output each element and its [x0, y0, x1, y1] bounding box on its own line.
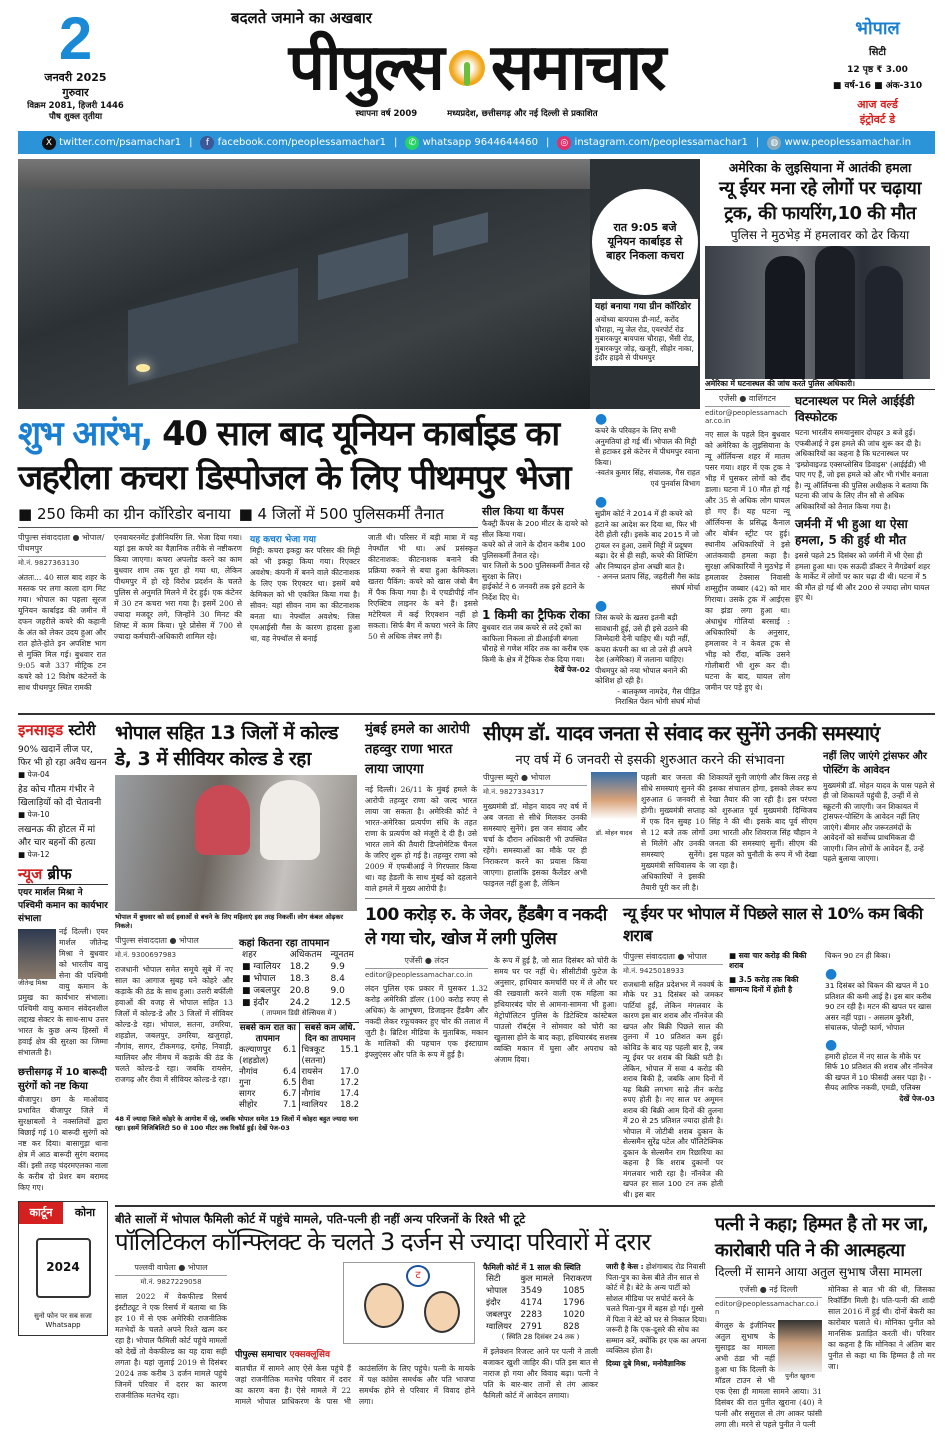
social-website[interactable]: ◍ www.peoplessamachar.in — [767, 136, 911, 150]
cm-side-title: नहीं लिए जाएंगे ट्रांसफर और पोस्टिंग के आवेदन — [823, 750, 927, 776]
political-byline: पल्लवी वाघेला ● भोपाल — [115, 1262, 227, 1276]
theft-headline: 100 करोड़ रु. के जेवर, हैंडबैग व नकदी ले गया चोर, खोज में लगी पुलिस — [365, 904, 607, 949]
globe-icon: ◍ — [767, 136, 781, 150]
us-byline: एजेंसी ● वाशिंगटन — [705, 393, 790, 407]
lead-body-3-title: यह कचरा भेजा गया — [250, 535, 316, 545]
liquor-bullet: ■ 3.5 करोड़ तक बिकी सामान्य दिनों में होती है — [729, 974, 799, 994]
corridor-text: अयोध्या बायपास डी-मार्ट, करोंद चौराहा, न्यू जेल रोड, एयरपोर्ट रोड मुबारकपुर बायपास चौराहा, भैंसी रोड, मुबारकपुर जोड़, खजूरी, सीहोर नाका, इंदौर हाइवे से पीथमपुर — [595, 315, 695, 362]
facebook-icon: f — [200, 136, 214, 150]
family-court-table: फैमिली कोर्ट में 1 साल की स्थिति सिटी कुल मामले निराकरण भोपाल 3549 1085 इंदौर 4174 1796 जबलपुर 2283 1020 ग्वालियर 2791 828 ( स्थिति 28 दिसंबर 24 तक ) में इलेक्शन रिजल्ट आने पर पत्नी ने ताली बजाकर खुशी जाहिर की। पति इस बात से नाराज हो गया और विवाद बढ़ा। पत्नी ने पति के बार-बार तानों से तंग आकर फैमिली कोर्ट में आवेदन लगाया। — [483, 1263, 598, 1400]
corridor-title: यहां बनाया गया ग्रीन कॉरिडोर — [595, 302, 691, 312]
court-row: जबलपुर 2283 1020 — [486, 1310, 585, 1320]
cm-body-1: मुख्यमंत्री डॉ. मोहन यादव नए वर्ष में अब जनता से सीधे मिलकर उनकी समस्याएं सुनेंगे। इस जन संवाद और चर्चा के दौरान अधिकारी भी उपस्थित रहेंगे। समस्याओं का मौके पर ही निराकरण करने का प्रयास किया जाएगा। हालांकि इसका कैलेंडर अभी फाइनल नहीं हुआ है, लेकिन — [483, 801, 587, 888]
political-body-1: साल 2022 में वेकफील्ड रिसर्च इंस्टीट्यूट ने एक रिसर्च में बताया था कि हर 10 में से एक अमेरिकी राजनीतिक मतभेदों के चलते अपने रिश्ते खत्म कर रहा है। भोपाल फैमिली कोर्ट पहुंचे मामलों को देखें तो वेकफील्ड का यह दावा सही लगता है। यहां जुलाई 2019 से दिसंबर 2024 तक करीब 3 दर्जन मामले पहुंचे जिनमें परिवार में दरार का कारण राजनीतिक मतभेद रहा। — [115, 1292, 227, 1400]
sealed-item: फैक्ट्री कैंपस के 200 मीटर के दायरे को सील किया गया। — [482, 519, 588, 539]
published: मध्यप्रदेश, छत्तीसगढ़ और नई दिल्ली से प्रकाशित — [447, 109, 598, 119]
weekday: गुरुवार — [62, 86, 89, 99]
low-high-table: सबसे कम रात का तापमान कल्याणपुर (शहडोल) 6.1 नौगांव 6.4 गुना 6.5 सागर 6.7 सीहोर 7.1 सबसे कम अधि. दिन का तापमान चित्रकूट (सतना) 15.1 रायसेन 17.0 रीवा 17.2 नौगांव 17.4 ग्वालियर 18.2 — [239, 1022, 359, 1110]
brief-2-title: छत्तीसगढ़ में 10 बारूदी सुरंगों को नष्ट किया — [18, 1066, 107, 1092]
political-body-2: बातचीत में सामने आए ऐसे केस पहुंचे हैं जहां राजनीतिक मतभेद परिवार में दरार का कारण बना है। ऐसे मामले में 22 मामले भोपाल प्राधिकरण के पास भी काउंसलिंग के लिए पहुंचे। पत्नी के मायके में पक्ष कांग्रेस समर्थक और पति भाजपा समर्थक होने से परिवार में विवाद होने लगा। — [235, 1364, 475, 1406]
suicide-body-2: मोनिका से बात भी की थी, जिसका रिकॉर्डिंग मिली है। पति-पत्नी की शादी साल 2016 में हुई थी। दोनों बेकरी का कारोबार चलाते थे। मोनिका पुनीत को मानसिक प्रताड़ित करती थी। परिवार का कहना है कि मोनिका ने अंतिम बार पुनीत से कहा था कि हिम्मत है तो मर जा। — [828, 1285, 935, 1371]
cm-photo — [591, 772, 637, 828]
lead-body-4: जाती थी। परिसर में बड़ी मात्रा में यह नेफ्थॉल भी था। अर्ध प्रसंस्कृत कीटनाशक: कीटनाशक बनाने की प्रक्रिया रुकने से बचा हुआ केमिकल। खतरा पैकिंग: कचरे को खास जंबो बैग में पैक किया गया है। ये एचडीपीई नॉन रिएक्टिव लाइनर के बने हैं। इससे मटेरियल में कई रिएक्शन नहीं हो सकता। सिर्फ बैग में कचरा भरने के लिए 50 से अधिक लेबर लगे हैं। — [368, 533, 478, 641]
quote-icon: ● — [595, 411, 608, 427]
sealed-item: हाईकोर्ट ने 6 जनवरी तक इसे हटाने के निर्देश दिए थे। — [482, 582, 585, 602]
lead-headline: शुभ आरंभ, 40 साल बाद यूनियन कार्बाइड का जहरीला कचरा डिस्पोजल के लिए पीथमपुर भेजा — [18, 414, 571, 498]
social-twitter[interactable]: X twitter.com/psamachar1 — [42, 136, 181, 150]
us-email: editor@peoplessamachar.co.in — [705, 409, 788, 425]
quote-icon: ● — [595, 598, 608, 614]
traffic-ref[interactable]: देखें पेज-02 — [554, 665, 590, 674]
man-cartoon-icon — [424, 1291, 460, 1333]
suicide-sub: दिल्ली में सामने आया अतुल सुभाष जैसा मामला — [715, 1265, 922, 1279]
quote-icon: ● — [595, 494, 608, 510]
temperature-table: कहां कितना रहा तापमान शहर अधिकतम न्यूनतम ■ ग्वालियर 18.2 9.9 ■ भोपाल 18.3 8.4 ■ जबलपुर 20.8 9.0 ■ इंदौर 24.2 12.5 ( तापमान डिग्री सेल्सियस में ) — [239, 935, 359, 1018]
liquor-quote-2: हमारी होटल में नए साल के मौके पर सिर्फ 10 प्रतिशत की शराब और नॉनवेज की खपत में 10 फीसदी असर पड़ा है। - सैयद आरिफ नकवी, एमडी, एलिक्स — [825, 1051, 933, 1092]
mishra-caption: जीतेन्द्र मिश्रा — [18, 978, 48, 987]
lead-body-2: एनवायरनमेंट इंजीनियरिंग लि. भेजा दिया गया। यहां इस कचरे का वैज्ञानिक तरीके से नष्टीकरण किया जाएगा। कचरा अपलोड करने का काम बुधवार शाम तक पूरा हो गया था, लेकिन पीथमपुर में हो रहे विरोध प्रदर्शन के चलते पुलिस से अनुमति मिलने में देर हुई। एक कंटेनर में 30 टन कचरा भरा गया है। इसमें 200 से ज्यादा मजदूर लगे, जिन्होंने 30 मिनट की शिफ्ट में काम किया। पूरे प्रोसेस में 700 से ज्यादा कर्मचारी-अधिकारी शामिल रहे। — [114, 533, 242, 641]
pen-emblem-icon — [449, 50, 485, 86]
quotes-column: ● कचरे के परिवहन के लिए सभी अनुमतियां हो गई थीं। भोपाल की मिट्टी से हटाकर इसे कंटेनर में पीथमपुर रवाना किया। -स्वतंत्र कुमार सिंह, संचालक, गैस राहत एवं पुनर्वास विभाग ● सुप्रीम कोर्ट ने 2014 में ही कचरे को हटाने का आदेश कर दिया था, फिर भी देरी होती रही। इसके बाद 2015 में जो ट्रायल रन हुआ, उसमें मिट्टी में प्रदूषण बढ़ा। देर से ही सही, कचरे की शिफ्टिंग और निष्पादन होना अच्छी बात है। - अनन्त प्रताप सिंह, जहरीली गैस कांड संघर्ष मोर्चा ● जिस कचरे के खतरा इतनी बड़ी सावधानी हुई, उसे ही इसे उठाने की जिम्मेदारी देनी चाहिए थी। यही नहीं, कचरा कंपनी का था तो उसे ही अपने देश (अमेरिका) में जलाना चाहिए। पीथमपुर को नया भोपाल बनाने की कोशिश हो रही है। - बालकृष्ण नामदेव, गैस पीड़ित निराश्रित पेंशन भोगी संघर्ष मोर्चा — [595, 411, 700, 706]
social-instagram[interactable]: ◎ instagram.com/peoplessamachar1 — [557, 136, 748, 150]
theft-byline: एजेंसी ● लंदन — [365, 955, 488, 969]
inside-story: इनसाइड स्टोरी 90% खदानें लीज पर, फिर भी हो रहा अवैध खनन ■ पेज-04 हेड कोच गौतम गंभीर ने खिलाड़ियों को दी चेतावनी ■ पेज-10 लखनऊ की होटल में मां और चार बहनों की हत्या ■ पेज-12 न्यूज ब्रीफ एयर मार्शल मिश्रा ने पश्चिमी कमान का कार्यभार संभाला जीतेन्द्र मिश्रा नई दिल्ली। एयर मार्शल जीतेन्द्र मिश्रा ने बुधवार को भारतीय वायु सेना की पश्चिमी वायु कमान के प्रमुख का कार्यभार संभाला। पश्चिमी वायु कमान संवेदनशील लद्दाख सेक्टर के साथ-साथ उत्तर भारत के कुछ अन्य हिस्सों में हवाई क्षेत्र की सुरक्षा का जिम्मा संभालती है। छत्तीसगढ़ में 10 बारूदी सुरंगों को नष्ट किया बीजापुर। छग के माओवाद प्रभावित बीजापुर जिले में सुरक्षाबलों ने नक्सलियों द्वारा बिछाई गई 10 बारूदी सुरंगों को नष्ट कर दिया। बासागुड़ा थाना क्षेत्र में आठ बारूदी सुरंग बरामद कीं। इसी तरह चंदरमएलका नाला के करीब दो प्रेशर बम बरामद किए गए। कार्टून कोना 2024 सुनो फोन पर सब सजा Whatsapp — [18, 720, 108, 1336]
theft-body-2: के रूप में हुई है, जो सात दिसंबर को चोरी के समय घर पर नहीं थे। सीसीटीवी फुटेज के अनुसार, हाथियार कमर्चारी घर में ले और घर की रखवाली करने वाली एक महिला का हथियारबंद चोर से आमना-सामना भी हुआ। मेट्रोपॉलिटन पुलिस के डिटेक्टिव कांस्टेबल पाउलो रॉबर्ट्स ने सोमवार को चोरी का खुलासा होने के बाद कहा, हथियारबंद सशस्त्र व्यक्ति मकान में घुसा और अपराध को अंजाम दिया। — [494, 955, 617, 1064]
temp-row: ■ जबलपुर 20.8 9.0 — [242, 985, 345, 996]
cm-body-3: शिकायतें सुनी जाएंगी और किस तरह से इसका संचालन होगा, इसको लेकर रूप रेखा तैयार की जा रही है। इस परंपरा को शुरुआत पूर्व मुख्यमंत्री दिग्विजय सिंह ने की थी। इसके बाद पूर्व सीएम उमा भारती और शिवराज सिंह चौहान ने जनता की समस्याएं सुनीं। सीएम की इस पहल को चुनौती के रूप में भी देखा जा रहा है। — [709, 772, 817, 870]
brief-2-body: बीजापुर। छग के माओवाद प्रभावित बीजापुर जिले में सुरक्षाबलों ने नक्सलियों द्वारा बिछाई गई 10 बारूदी सुरंगों को नष्ट कर दिया। बासागुड़ा थाना क्षेत्र में आठ बारूदी सुरंग बरामद कीं। इसी तरह चंदरमएलका नाला के करीब दो प्रेशर बम बरामद किए गए। — [18, 1094, 108, 1192]
social-bar: X twitter.com/psamachar1 | f facebook.com/peoplessamachar1 | ✆ whatsapp 9644644460 | ◎ instagram.com/peoplessamachar1 | ◍ www.peoplessamachar.in — [18, 131, 935, 154]
cold-photo — [115, 775, 357, 911]
theft-body-1: लंदन पुलिस एक प्रकार में घुसकर 1.32 करोड़ अमेरिकी डॉलर (100 करोड़ रुपए से अधिक) के आभूषण, डिजाइनर हैंडबैग और नकदी लेकर रफूचक्कर हुए चोर की तलाश में जुटी है। ब्रिटिश मीडिया के मुताबिक, मकान के मालिकों की पहचान एक इंस्टाग्राम इंफ्लुएंसर और पति के रूप में हुई है। — [365, 983, 488, 1059]
us-caption: अमेरिका में घटनास्थल की जांच करते पुलिस अधिकारी। — [705, 379, 935, 390]
us-photo-police — [705, 246, 930, 379]
us-kicker: अमेरिका के लुइसियाना में आतंकी हमला — [728, 160, 912, 175]
corridor-box — [592, 299, 698, 366]
donkey-bubble-icon: ट — [406, 1265, 430, 1287]
city: भोपाल — [855, 18, 900, 39]
cold-headline: भोपाल सहित 13 जिलों में कोल्ड डे, 3 में सीवियर कोल्ड डे रहा — [115, 721, 338, 770]
founded: स्थापना वर्ष 2009 — [355, 109, 418, 119]
liquor-byline: पीपुल्स संवाददाता ● भोपाल — [623, 951, 723, 965]
cm-body-2: पहली बार जनता की सीधे समस्याएं सुनने की शुरुआत 6 जनवरी से होगी। मुख्यमंत्री सप्ताह में एक दिन सुबह 10 से 12 बजे तक लोगों से मिलेंगे और उनकी समस्याएं सुनेंगे। मुख्यमंत्री सचिवालय के अधिकारियों ने इसकी तैयारी पूरी कर ली है। — [641, 772, 705, 892]
lead-body-3: मिट्टी: कचरा इकट्ठा कर परिसर की मिट्टी को भी इकट्ठा किया गया। रिएक्टर अवशेष: कंपनी में बनने वाले कीटनाशक के लिए एक रिएक्टर था। इसमें बचे केमिकल को भी एकत्रित किया गया है। सीवन: यहां सीवन नाम का कीटनाशक बनता था। नेफ्थॉल अवशेष: जिस एमआईसी गैस के कारण हादसा हुआ था, वह नेफ्थॉल से बनाई — [250, 546, 360, 643]
us-sub: पुलिस ने मुठभेड़ में हमलावर को ढेर किया — [730, 228, 910, 242]
lead-photo-area — [18, 159, 700, 409]
temp-row: ■ भोपाल 18.3 8.4 — [242, 973, 345, 984]
suicide-headline: पत्नी ने कहा; हिम्मत है तो मर जा, कारोबारी पति ने की आत्महत्या — [715, 1214, 929, 1261]
case-title: जारी है केस : — [606, 1262, 644, 1271]
liquor-quote-1: 31 दिसंबर को चिकन की खपत में 10 प्रतिशत की कमी आई है। इस बार करीब 90 टन रही है। मटन की खपत पर खास असर नहीं पड़ा। - असलम कुरैशी, संचालक, पोल्ट्री फार्म, भोपाल — [825, 981, 932, 1032]
lead-subheads: ■ 250 किमी का ग्रीन कॉरिडोर बनाया ■ 4 जिलों में 500 पुलिसकर्मी तैनात — [18, 504, 478, 528]
temp-row: ■ इंदौर 24.2 12.5 — [242, 997, 351, 1008]
today-1: आज वर्ल्ड — [857, 98, 898, 111]
case-by: दिव्या दुबे मिश्रा, मनोवैज्ञानिक — [606, 1358, 686, 1368]
tithi: पौष शुक्ल तृतीया — [48, 112, 103, 122]
cold-caption: भोपाल में बुधवार को सर्द हवाओं से बचने के लिए महिलाएं इस तरह निकलीं। लोग कंबल ओढ़कर निकले। — [115, 912, 343, 930]
court-row: ग्वालियर 2791 828 — [486, 1322, 580, 1332]
logo-right: समाचार — [490, 31, 665, 105]
traffic-body: बुधवार रात जब कचरे से लदे ट्रकों का काफिला निकला तो डीआईजी बंगला चौराहे से गणेश मंदिर तक का करीब एक किमी के क्षेत्र में ट्रैफिक रोक दिया गया। — [482, 623, 589, 664]
inside-item[interactable]: 90% खदानें लीज पर, फिर भी हो रहा अवैध खनन ■ पेज-04 — [18, 744, 107, 779]
suicide-body-1: बेंगलुरु के इंजीनियर अतुल सुभाष के सुसाइड का मामला अभी ठंडा भी नहीं हुआ था कि दिल्ली के मॉडल टाउन से भी एक ऐसा ही मामला सामने आया। 31 दिसंबर की रात पुनीत खुराना (40) ने पत्नी और ससुराल से तंग आकर फांसी लगा ली। मरने से पहले पुनीत ने पत्नी — [715, 1321, 822, 1429]
liquor-headline: न्यू ईयर पर भोपाल में पिछले साल से 10% कम बिकी शराब — [623, 903, 923, 945]
sealed-item: कचरे को ले जाने के दौरान करीब 100 पुलिसकर्मी तैनात रहे। — [482, 540, 586, 560]
cm-headline: सीएम डॉ. यादव जनता से संवाद कर सुनेंगे उनकी समस्याएं — [483, 720, 880, 745]
lead-callout: रात 9:05 बजे यूनियन कार्बाइड से बाहर निकला कचरा — [592, 189, 698, 295]
samvat: विक्रम 2081, हिजरी 1446 — [27, 101, 124, 111]
germany-body: इससे पहले 25 दिसंबर को जर्मनी में भी ऐसा ही हमला हुआ था। एक सऊदी डॉक्टर ने मैगडेबर्ग शहर के मार्केट में लोगों पर कार चढ़ा दी थी। घटना में 5 की मौत हो गई थी और 200 से ज्यादा लोग घायल हुए थे। — [795, 551, 931, 602]
logo — [289, 28, 665, 108]
lead-mobile: मो.नं. 9827363130 — [18, 559, 80, 567]
whatsapp-icon: ✆ — [405, 136, 419, 150]
puneet-photo — [778, 1320, 822, 1372]
traffic-title: 1 किमी का ट्रैफिक रोका — [482, 608, 590, 622]
case-body: होशंगाबाद रोड निवासी पिता-पुत्र का केस बीते तीन साल से कोर्ट में है। बेटे के अन्य पार्टी को सोशल मीडिया पर सपोर्ट करने के चलते पिता-पुत्र में बहस हो गई। गुस्से में पिता ने बेटे को घर से निकाल दिया। जरूरी है कि एक-दूसरे की सोच का सम्मान करें, क्योंकि हर एक का अपना व्यक्तित्व होता है। — [606, 1262, 707, 1355]
mishra-photo — [18, 929, 56, 979]
cm-byline: पीपुल्स ब्यूरो ● भोपाल — [483, 772, 587, 786]
quote-icon: ● — [825, 1036, 838, 1053]
sealed-box: सील किया था कैंपस फैक्ट्री कैंपस के 200 मीटर के दायरे को सील किया गया। कचरे को ले जाने के दौरान करीब 100 पुलिसकर्मी तैनात रहे। चार जिलों के 500 पुलिसकर्मी तैनात रहे सुरक्षा के लिए। हाईकोर्ट ने 6 जनवरी तक इसे हटाने के निर्देश दिए थे। 1 किमी का ट्रैफिक रोका बुधवार रात जब कचरे से लदे ट्रकों का काफिला निकला तो डीआईजी बंगला चौराहे से गणेश मंदिर तक का करीब एक किमी के क्षेत्र में ट्रैफिक रोक दिया गया। देखें पेज-02 — [482, 505, 590, 674]
cold-mobile: मो.नं. 9300697983 — [115, 950, 177, 959]
lead-body-1: अंततः... 40 साल बाद शहर के मस्तक पर लगा काला दाग मिट गया। भोपाल का पहला सूरज यूनियन कार्बाइड की जमीन में दफन जहरीले कचरे की कहानी के अंत को लेकर उदय हुआ और रात होते-होते इन अपशिष्ट भाग से मुक्ति मिल गई। बुधवार रात 9:05 बजे 337 मीट्रिक टन कचरे को 12 विशेष कंटेनरों के साथ पीथमपुर स्थित रामकी — [18, 573, 106, 692]
temp-row: ■ ग्वालियर 18.2 9.9 — [242, 961, 345, 972]
court-row: भोपाल 3549 1085 — [486, 1286, 585, 1296]
suicide-email: editor@peoplessamachar.co.in — [715, 1300, 819, 1316]
mumbai-body: नई दिल्ली। 26/11 के मुंबई हमले के आरोपी तहव्वुर राणा को जल्द भारत लाया जा सकता है। अमेरिकी कोर्ट ने भारत-अमेरिका प्रत्यर्पण संधि के तहत राणा के प्रत्यर्पण को मंजूरी दे दी है। उसे भारत लाने की तैयारी डिप्लोमेटिक चैनल के जरिए शुरू हो गई है। तहव्वुर राणा को 2009 में एफबीआई ने गिरफ्तार किया था। वह हेडली के साथ मुंबई को दहलाने वाले हमले में मुख्य आरोपी है। — [365, 784, 477, 893]
court-row: इंदौर 4174 1796 — [486, 1298, 585, 1308]
social-facebook[interactable]: f facebook.com/peoplessamachar1 — [200, 136, 386, 150]
puneet-caption: पुनीत खुराना — [785, 1372, 815, 1380]
social-whatsapp[interactable]: ✆ whatsapp 9644644460 — [405, 136, 538, 150]
woman-cartoon-icon — [364, 1283, 404, 1328]
cold-footnote: 48 में ज्यादा जिले कोहरे के आगोश में रहे, जबकि भोपाल समेत 19 जिलों में कोहरा बहुत ज्यादा घना रहा। इसमें विजिबिलिटी 50 से 100 मीटर तक रिकॉर्ड हुई। — [115, 1114, 359, 1132]
quote-icon: ● — [825, 966, 838, 982]
us-attack-story — [705, 159, 935, 693]
cm-mobile: मो.नं. 9827334317 — [483, 787, 545, 796]
today-2: इंट्रोवर्ट डे — [859, 113, 896, 126]
cold-ref[interactable]: देखें पेज-03 — [258, 1123, 290, 1132]
liquor-bullet: ■ सवा चार करोड़ की बिकी शराब — [729, 950, 807, 970]
date-month: जनवरी 2025 — [44, 71, 107, 84]
liquor-mobile: मो.नं. 9425018933 — [623, 966, 685, 975]
us-headline: न्यू ईयर मना रहे लोगों पर चढ़ाया ट्रक, की फायरिंग,10 की मौत — [719, 178, 921, 224]
sealed-item: चार जिलों के 500 पुलिसकर्मी तैनात रहे सुरक्षा के लिए। — [482, 561, 590, 581]
exclusive-tag: पीपुल्स समाचार एक्सक्लूसिव — [235, 1350, 330, 1360]
x-icon: X — [42, 136, 56, 150]
tagline: बदलते जमाने का अखबार — [231, 9, 372, 27]
date-day: 2 — [58, 5, 93, 72]
lead-byline: पीपुल्स संवाददाता ● भोपाल/पीथमपुर — [18, 532, 106, 557]
edition: सिटी — [869, 47, 886, 58]
political-kicker: बीते सालों में भोपाल फैमिली कोर्ट में पहुंचे मामले, पति-पत्नी ही नहीं अन्य परिजनों के रिश्ते भी टूटे — [115, 1212, 526, 1226]
us-body: नए साल के पहले दिन बुधवार को अमेरिका के लुइसियाना के न्यू ऑर्लियन्स शहर में मातम पसर गया। शहर में एक ट्रक ने भीड़ में घुसकर लोगों को रौंद डाला। घटना में 10 मौत हो गई और 35 से अधिक लोग घायल हो गए हैं। यह घटना न्यू ऑर्लियन्स के प्रसिद्ध कैनाल और बोर्बन स्ट्रीट पर हुई। स्थानीय अधिकारियों ने इसे आतंकवादी हमला कहा है। सुरक्षा अधिकारियों ने मुठभेड़ में हमलावर टेक्सास निवासी शम्सुद्दीन जब्बार (42) को मार गिराया। उसके ट्रक में आईएस का झंडा लगा हुआ था। अंधाधुंध गोलियां बरसाई : अधिकारियों के अनुसार, हमलावर ने न केवल ट्रक से भीड़ को रौंदा, बल्कि उसने गोलीबारी भी शुरू कर दी। घटना के बाद, घायल लोग जमीन पर पड़े हुए थे। — [705, 430, 790, 692]
cold-byline: पीपुल्स संवाददाता ● भोपाल — [115, 935, 233, 949]
instagram-icon: ◎ — [557, 136, 571, 150]
cm-sub: नए वर्ष में 6 जनवरी से इसकी शुरुआत करने की संभावना — [515, 752, 785, 768]
inside-item[interactable]: हेड कोच गौतम गंभीर ने खिलाड़ियों को दी चेतावनी ■ पेज-10 — [18, 784, 102, 819]
ied-body: घटना भारतीय समयानुसार दोपहर 3 बजे हुई। एफबीआई ने इस हमले की जांच शुरू कर दी है। अधिकारियों का कहना है कि घटनास्थल पर 'इम्प्रोवाइज्ड एक्सप्लोसिव डिवाइस' (आईईडी) भी पाए गए हैं, जो इस हमले को और भी गंभीर बनाता है। न्यू ऑर्लियन्स की पुलिस अधीक्षक ने बताया कि घटना की जांच के लिए तीन सौ से अधिक अधिकारियों को तैनात किया गया है। — [795, 428, 929, 511]
masthead — [18, 5, 935, 127]
theft-email: editor@peoplessamachar.co.in — [365, 970, 473, 979]
ied-title: घटनास्थल पर मिले आईईडी विस्फोटक — [795, 394, 915, 424]
cartoon-caption: सुनो फोन पर सब सजा Whatsapp — [34, 1311, 92, 1329]
political-body-3: में इलेक्शन रिजल्ट आने पर पत्नी ने ताली बजाकर खुशी जाहिर की। पति इस बात से नाराज हो गया और विवाद बढ़ा। पत्नी ने पति के बार-बार तानों से तंग आकर फैमिली कोर्ट में आवेदन लगाया। — [483, 1347, 598, 1400]
liquor-body-2: चिकन 90 टन ही बिका। — [825, 950, 891, 960]
political-mobile: मो.नं. 9827229058 — [140, 1278, 202, 1286]
lead-kicker: शुभ आरंभ, — [18, 414, 152, 454]
brief-1-title: एयर मार्शल मिश्रा ने पश्चिमी कमान का कार्यभार संभाला — [18, 884, 108, 926]
logo-left: पीपुल्स — [288, 31, 443, 105]
liquor-ref[interactable]: देखें पेज-03 — [899, 1093, 935, 1103]
cm-side-body: मुख्यमंत्री डॉ. मोहन यादव के पास पहले से ही जो शिकायतें पहुंची हैं, उन्हीं में से स्क्रूटनी की जाएगी। जन शिकायत में ट्रांसफर-पोस्टिंग के आवेदन नहीं लिए जाएंगे। बीमार और जरूरतमंदों के आवेदनों को सर्वोच्च प्राथमिकता दी जाएगी। जिन लोगों के आवेदन हैं, उन्हें पहले बुलाया जाएगा। — [823, 780, 935, 863]
liquor-body: राजधानी सहित प्रदेशभर में नववर्ष के मौके पर 31 दिसंबर को जमकर पार्टियां हुईं, लेकिन मंगलवार के कारण इस बार शराब और नॉनवेज की खपत और बिक्री पिछले साल की तुलना में 10 प्रतिशत कम हुई। कोविड के बाद यह पहली बार है, जब न्यू ईयर पर शराब की बिक्री घटी है। लेकिन, भोपाल में सवा 4 करोड़ की शराब बिकी है, जबकि आम दिनों में यह बिक्री लगभग साढ़े तीन करोड़ रुपए होती है। नए साल पर अमूमन शराब की बिक्री आम दिनों की तुलना में 20 से 25 प्रतिशत ज्यादा होती है। भोपाल में जोटीबी शराब दुकान के सेल्समैन सुरेंद्र पटेल और पॉलिटेक्निक दुकान के सेल्समैन राम रिछारिया का कहना है कि शराब दुकानों पर मंगलवार भारी रहा है। नॉनवेज की खपत हर साल 100 टन तक होती थी। इस बार — [623, 979, 723, 1199]
year-issue: ■ वर्ष-16 ■ अंक-310 — [832, 81, 923, 91]
brief-1-body: नई दिल्ली। एयर मार्शल जीतेन्द्र मिश्रा ने बुधवार को भारतीय वायु सेना की पश्चिमी वायु कमान के प्रमुख का कार्यभार संभाला। पश्चिमी वायु कमान संवेदनशील लद्दाख सेक्टर के साथ-साथ उत्तर भारत के कुछ अन्य हिस्सों में हवाई क्षेत्र की सुरक्षा का जिम्मा संभालती है। — [18, 926, 108, 1057]
suicide-byline: एजेंसी ● नई दिल्ली — [715, 1284, 822, 1298]
cm-photo-caption: डॉ. मोहन यादव — [595, 828, 633, 837]
pages-price: 12 पृष्ठ ₹ 3.00 — [847, 65, 908, 75]
inside-item[interactable]: लखनऊ की होटल में मां और चार बहनों की हत्या ■ पेज-12 — [18, 824, 96, 859]
cold-body: राजधानी भोपाल समेत समूचे सूबे में नए साल का आगाज सुबह घने कोहरे और कड़ाके की ठंड के साथ हुआ। उत्तरी बर्फीली हवाओं की वजह से भोपाल सहित 13 जिलों में कोल्ड-डे और 3 जिलों में सीवियर कोल्ड-डे रहा। भोपाल, सतना, उमरिया, शहडोल, जबलपुर, उमरिया, खजुराहो, नौगांव, सागर, टीकमगढ़, दमोह, निवाड़ी, ग्वालियर और नीमच में कड़ाके की ठंड के चलते कोल्ड-डे रहा। जबकि रायसेन, राजगढ़ और रीवा में सीवियर कोल्ड-डे रहा। — [115, 964, 233, 1084]
political-headline: पॉलिटिकल कॉन्फ्लिक्ट के चलते 3 दर्जन से ज्यादा परिवारों में दरार — [115, 1228, 651, 1256]
cartoon-corner: कार्टून कोना 2024 सुनो फोन पर सब सजा Whatsapp — [18, 1201, 108, 1336]
germany-title: जर्मनी में भी हुआ था ऐसा हमला, 5 की हुई थी मौत — [795, 517, 908, 547]
calendar-cartoon-icon: 2024 — [36, 1238, 91, 1298]
mumbai-headline: मुंबई हमले का आरोपी तहव्वुर राणा भारत लाया जाएगा — [365, 721, 470, 777]
lead-photo-trucks — [18, 159, 590, 409]
political-cartoon — [343, 1262, 475, 1344]
